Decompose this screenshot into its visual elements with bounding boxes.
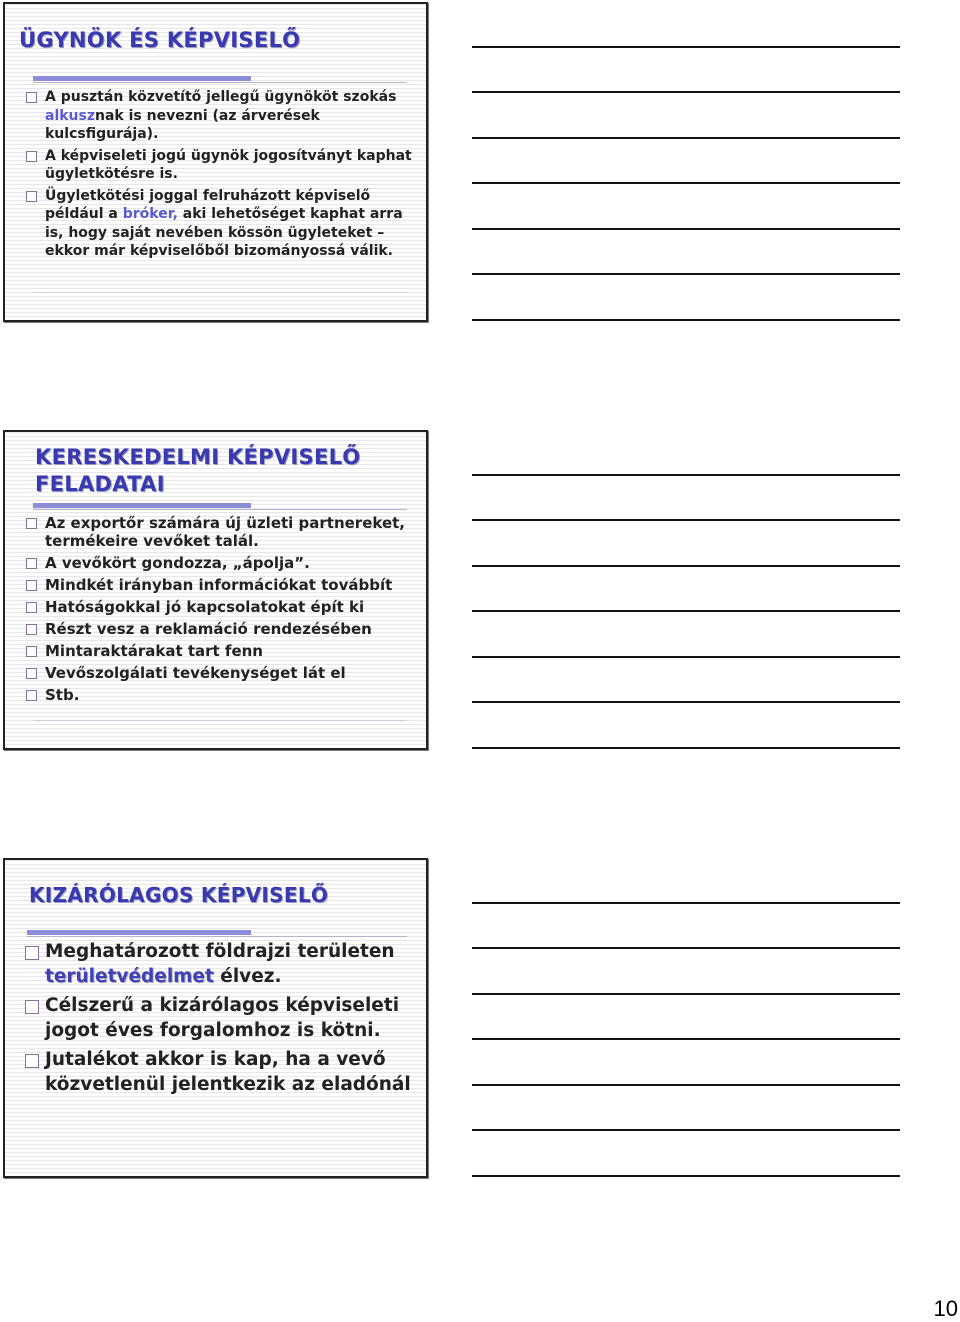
bullet-item bbox=[25, 686, 421, 704]
bullet-text: A képviseleti jogú ügynök jogosítványt kaphat ügyletkötésre is. bbox=[45, 147, 412, 182]
checkbox-bullet-icon bbox=[26, 518, 37, 529]
bullet-text: Ügyletkötési joggal felruházott képviselő például a bbox=[45, 187, 371, 222]
bottom-divider bbox=[33, 292, 407, 293]
title-underline bbox=[33, 76, 251, 81]
bullet-item bbox=[25, 620, 421, 638]
note-line bbox=[472, 1175, 900, 1177]
note-line bbox=[472, 656, 900, 658]
checkbox-bullet-icon bbox=[26, 558, 37, 569]
slide-title: ÜGYNÖK ÉS KÉPVISELŐ bbox=[19, 28, 301, 52]
bullet-text: élvez. bbox=[213, 965, 282, 987]
note-line bbox=[472, 1084, 900, 1086]
title-divider bbox=[33, 82, 407, 83]
note-line bbox=[472, 319, 900, 321]
highlighted-term: területvédelmet bbox=[45, 965, 214, 987]
bottom-divider bbox=[33, 720, 407, 721]
checkbox-bullet-icon bbox=[26, 580, 37, 591]
bullet-item bbox=[25, 664, 421, 682]
checkbox-bullet-icon bbox=[26, 668, 37, 679]
note-line bbox=[472, 701, 900, 703]
checkbox-bullet-icon bbox=[26, 646, 37, 657]
bullet-text: aki lehetőséget kaphat arra is, hogy saját nevében kössön ügyleteket – ekkor már képviselőből bizományossá válik. bbox=[45, 206, 403, 259]
note-line bbox=[472, 273, 900, 275]
checkbox-bullet-icon bbox=[25, 1000, 39, 1014]
bullet-text: Meghatározott földrajzi területen bbox=[45, 941, 395, 962]
title-divider bbox=[33, 509, 407, 510]
checkbox-bullet-icon bbox=[26, 151, 37, 162]
bullet-list bbox=[25, 514, 421, 708]
bullet-item bbox=[25, 940, 417, 989]
checkbox-bullet-icon bbox=[26, 191, 37, 202]
note-line bbox=[472, 1129, 900, 1131]
note-line bbox=[472, 947, 900, 949]
bullet-text: A vevőkört gondozza, „ápolja”. bbox=[45, 554, 310, 572]
bullet-item bbox=[25, 598, 421, 616]
bullet-item bbox=[25, 994, 417, 1043]
bullet-text: Jutalékot akkor is kap, ha a vevő közvetlenül jelentkezik az eladónál bbox=[45, 1049, 411, 1095]
page-number: 10 bbox=[933, 1296, 958, 1321]
note-line bbox=[472, 182, 900, 184]
slide-title: KIZÁRÓLAGOS KÉPVISELŐ bbox=[29, 883, 329, 907]
note-line bbox=[472, 519, 900, 521]
slide-1 bbox=[3, 2, 428, 322]
bullet-item bbox=[25, 554, 421, 572]
note-line bbox=[472, 902, 900, 904]
bullet-text: Mindkét irányban információkat továbbít bbox=[45, 576, 393, 594]
note-line bbox=[472, 747, 900, 749]
note-line bbox=[472, 1038, 900, 1040]
note-line bbox=[472, 91, 900, 93]
bullet-item bbox=[25, 642, 421, 660]
note-line bbox=[472, 137, 900, 139]
title-underline bbox=[33, 503, 251, 508]
bullet-item bbox=[25, 576, 421, 594]
bullet-text: Mintaraktárakat tart fenn bbox=[45, 642, 263, 660]
title-underline bbox=[27, 930, 251, 935]
slide-3 bbox=[3, 858, 428, 1178]
note-line bbox=[472, 565, 900, 567]
note-line bbox=[472, 474, 900, 476]
bullet-list bbox=[25, 88, 417, 264]
bullet-item bbox=[25, 88, 417, 144]
note-line bbox=[472, 46, 900, 48]
bullet-item bbox=[25, 1048, 417, 1097]
bullet-item bbox=[25, 514, 421, 550]
bullet-item bbox=[25, 187, 417, 261]
checkbox-bullet-icon bbox=[25, 1054, 39, 1068]
checkbox-bullet-icon bbox=[26, 602, 37, 613]
bullet-list bbox=[25, 940, 417, 1102]
bullet-text: Célszerű a kizárólagos képviseleti jogot éves forgalomhoz is kötni. bbox=[45, 995, 400, 1041]
bullet-text: Stb. bbox=[45, 686, 80, 704]
note-line bbox=[472, 610, 900, 612]
checkbox-bullet-icon bbox=[26, 92, 37, 103]
checkbox-bullet-icon bbox=[25, 946, 39, 960]
slide-2 bbox=[3, 430, 428, 750]
highlighted-term: alkusz bbox=[45, 107, 96, 124]
bullet-text: Vevőszolgálati tevékenységet lát el bbox=[45, 664, 346, 682]
bullet-item bbox=[25, 147, 417, 184]
bullet-text: Hatóságokkal jó kapcsolatokat épít ki bbox=[45, 598, 365, 616]
bullet-text: Az exportőr számára új üzleti partnereket, termékeire vevőket talál. bbox=[45, 514, 405, 550]
bullet-text: A pusztán közvetítő jellegű ügynököt szokás bbox=[45, 89, 397, 105]
bullet-text: Részt vesz a reklamáció rendezésében bbox=[45, 620, 372, 638]
checkbox-bullet-icon bbox=[26, 624, 37, 635]
note-line bbox=[472, 228, 900, 230]
title-divider bbox=[27, 936, 407, 937]
checkbox-bullet-icon bbox=[26, 690, 37, 701]
highlighted-term: bróker, bbox=[122, 206, 178, 222]
bullet-text: nak is nevezni (az árverések kulcsfigurája). bbox=[45, 107, 320, 142]
note-line bbox=[472, 993, 900, 995]
slide-title: KERESKEDELMI KÉPVISELŐ FELADATAI bbox=[35, 445, 361, 496]
